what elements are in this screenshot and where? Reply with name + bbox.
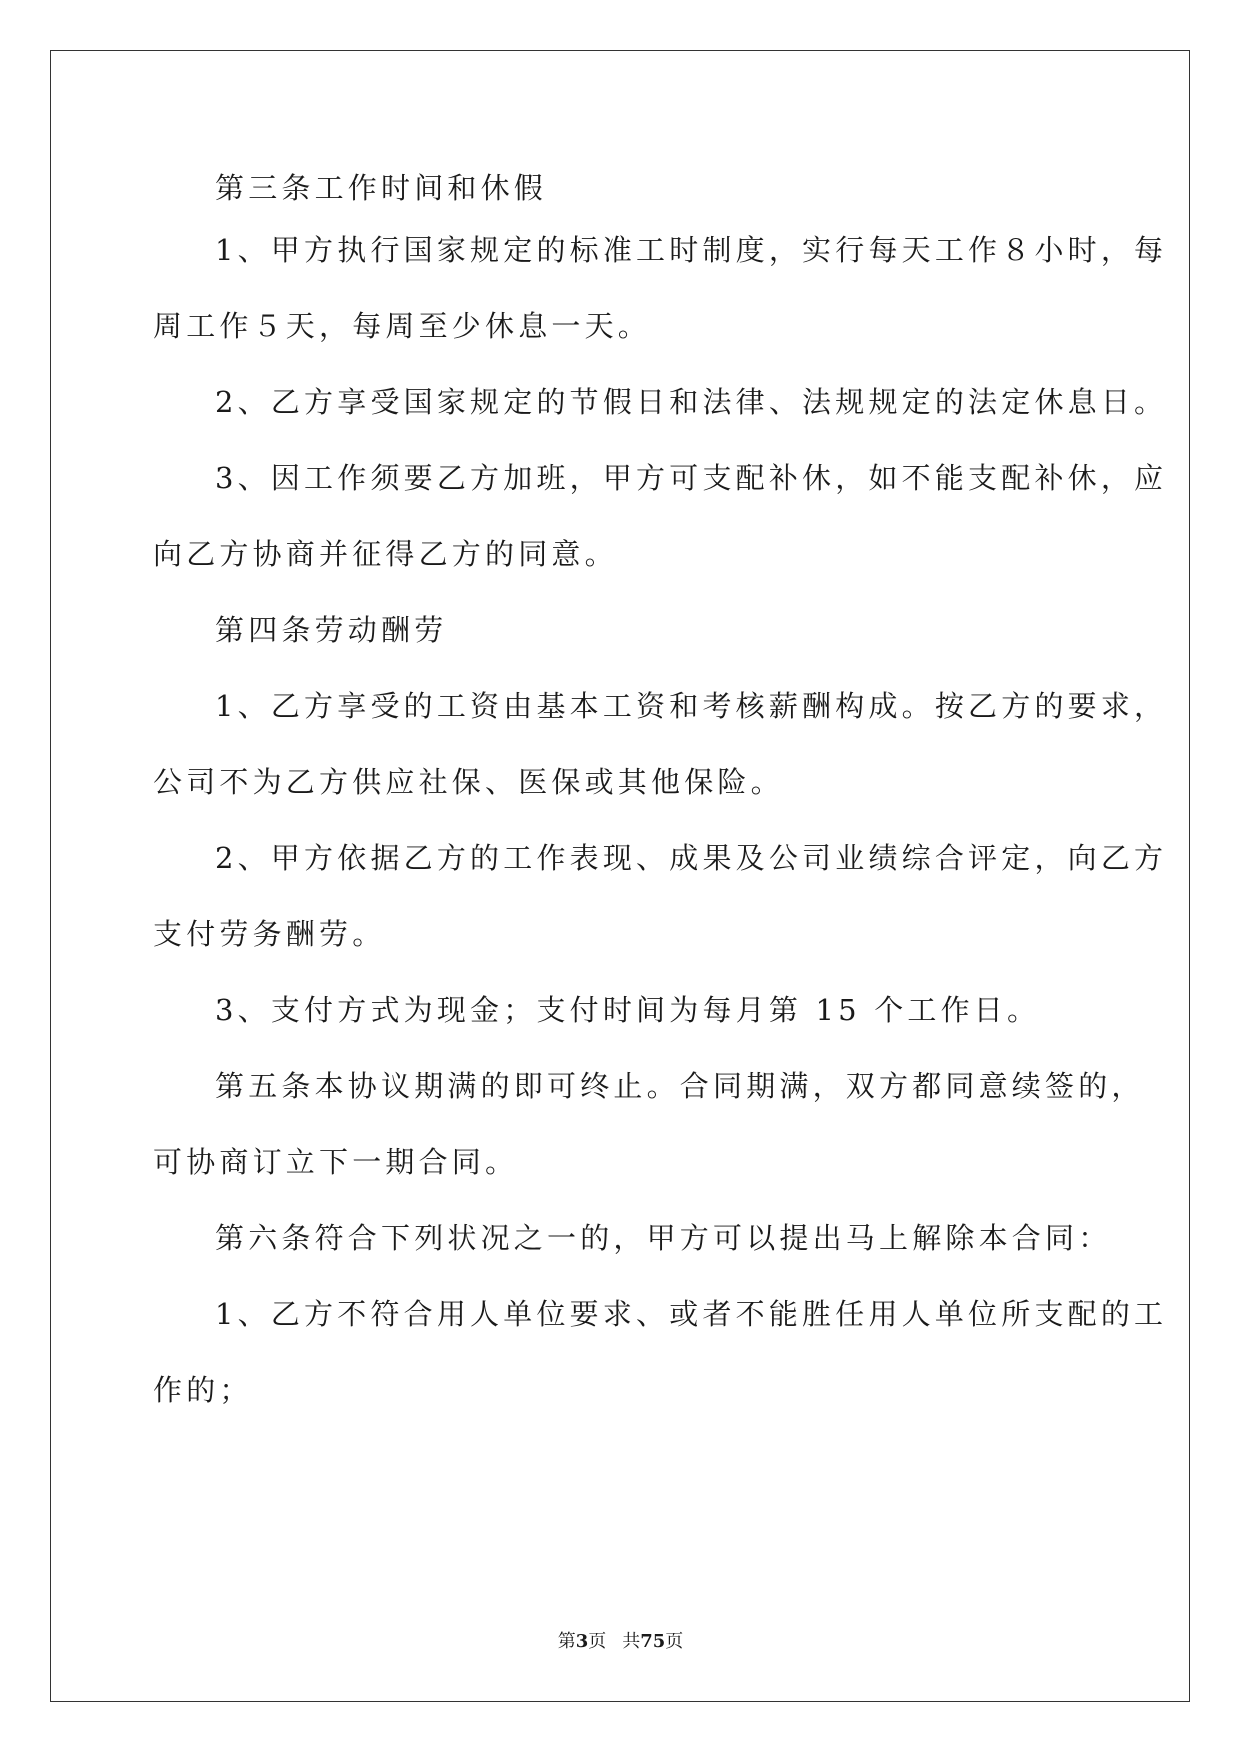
footer-page-word: 页	[588, 1631, 607, 1652]
paragraph-line: 1、乙方不符合用人单位要求、或者不能胜任用人单位所支配的工	[215, 1297, 1168, 1331]
paragraph-line: 作的；	[153, 1373, 253, 1407]
paragraph-line: 第五条本协议期满的即可终止。合同期满，双方都同意续签的，	[215, 1069, 1145, 1103]
paragraph-line: 向乙方协商并征得乙方的同意。	[153, 537, 618, 571]
paragraph-line: 周工作５天，每周至少休息一天。	[153, 309, 652, 343]
paragraph-line: 第四条劳动酬劳	[215, 613, 448, 647]
paragraph-line: 第三条工作时间和休假	[215, 171, 548, 205]
paragraph-line: 支付劳务酬劳。	[153, 917, 386, 951]
paragraph-line: 2、乙方享受国家规定的节假日和法律、法规规定的法定休息日。	[215, 385, 1168, 419]
current-page-number: 3	[575, 1631, 589, 1652]
paragraph-line: 公司不为乙方供应社保、医保或其他保险。	[153, 765, 784, 799]
paragraph-line: 第六条符合下列状况之一的，甲方可以提出马上解除本合同：	[215, 1221, 1112, 1255]
paragraph-line: 2、甲方依据乙方的工作表现、成果及公司业绩综合评定，向乙方	[215, 841, 1168, 875]
footer-total-suffix: 页	[665, 1631, 684, 1652]
footer-total-prefix: 共	[622, 1631, 641, 1652]
paragraph-line: 3、支付方式为现金；支付时间为每月第 15 个工作日。	[215, 993, 1041, 1027]
page-footer	[0, 1627, 1241, 1653]
paragraph-line: 1、乙方享受的工资由基本工资和考核薪酬构成。按乙方的要求，	[215, 689, 1168, 723]
footer-prefix: 第	[557, 1631, 576, 1652]
paragraph-line: 可协商订立下一期合同。	[153, 1145, 519, 1179]
total-pages-number: 75	[640, 1631, 666, 1652]
paragraph-line: 3、因工作须要乙方加班，甲方可支配补休，如不能支配补休，应	[215, 461, 1168, 495]
paragraph-line: 1、甲方执行国家规定的标准工时制度，实行每天工作８小时，每	[215, 233, 1168, 267]
